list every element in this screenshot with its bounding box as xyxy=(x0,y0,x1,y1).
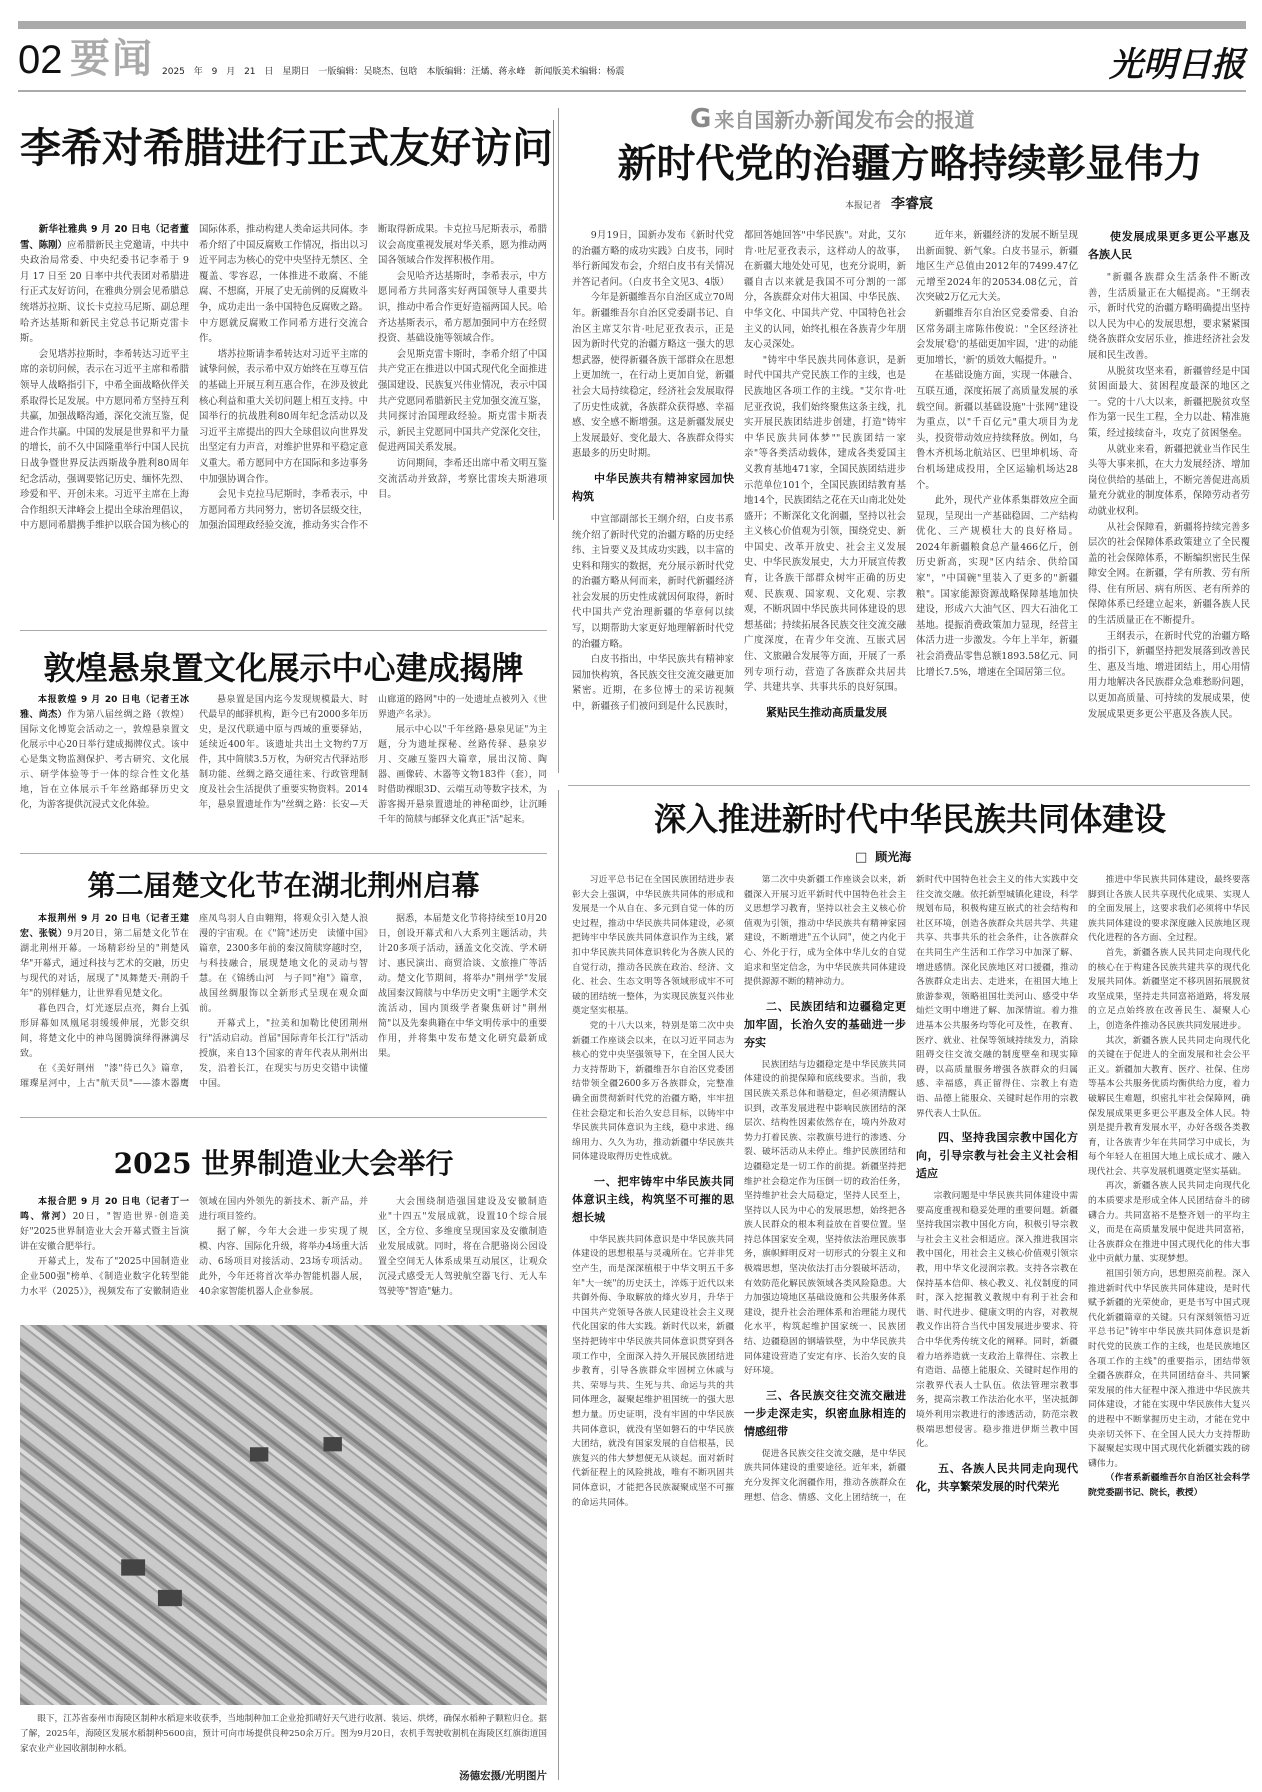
paragraph: 会见斯克雷卡斯时，李希介绍了中国共产党正在推进以中国式现代化全面推进强国建设、民族复兴伟业情况，表示中国共产党愿同希腊新民主党加强交流互鉴，共同探讨治国理政经验。斯克雷卡斯表示，新民主党愿同中国共产党深化交往，促进两国关系发展。 xyxy=(378,348,547,454)
paragraph: 其次，新疆各族人民共同走向现代化的关键在于促进人的全面发展和社会公平正义。新疆加大教育、医疗、社保、住房等基本公共服务优质均衡供给力度，着力破解民生难题，织密扎牢社会保障网，确保发展成果更多更公平惠及全体人民。特别是提升教育发展水平，办好各级各类教育，让各族青少年在共同学习中成长，为每个年轻人在祖国大地上成长成才、融入现代社会、共享发展机遇奠定坚实基础。 xyxy=(1088,1035,1250,1177)
byline: □ 顾光海 xyxy=(855,850,912,865)
header-bar xyxy=(18,21,1246,29)
paragraph: 会见塔苏拉斯时，李希转达习近平主席的亲切问候，表示在习近平主席和希腊领导人战略指引下，中希全面战略伙伴关系取得长足发展。中方愿同希方坚持互利共赢，加强战略沟通，深化交流互鉴，促进合作共赢。中国的发展是世界和平力量的增长，前不久中国隆重举行中国人民抗日战争暨世界反法西斯战争胜利80周年纪念活动，强调要铭记历史、缅怀先烈、珍爱和平、开创未来。习近平主席在上海合作组织天津峰会上提出全球治理倡议，中方愿同希腊携手维护以联合国为核心的国际体系，推动构建人类命运共同体。李希介绍了中国反腐败工作情况，指出以习近平同志为核心的党中央坚持无禁区、全覆盖、零容忍，一体推进不敢腐、不能腐、不想腐，开展了史无前例的反腐败斗争，成功走出一条中国特色反腐败之路。中方愿就反腐败工作同希方进行交流合作。 xyxy=(20,224,368,532)
kicker-logo-icon: G xyxy=(690,104,712,134)
paragraph: 祖国引领方向，思想照亮前程。深入推进新时代中华民族共同体建设，是时代赋予新疆的光荣使命，更是书写中国式现代化新疆篇章的关键。只有深刻领悟习近平总书记"铸牢中华民族共同体意识是新时代党的民族工作的主线，也是民族地区各项工作的主线"的重要指示，团结带领全疆各族群众，在共同团结奋斗、共同繁荣发展的伟大征程中深入推进中华民族共同体建设，才能在实现中华民族伟大复兴的进程中不断掌握历史主动，才能在党中央亲切关怀下、在全国人民大力支持帮助下凝聚起实现中国式现代化新疆实践的磅礴伟力。 xyxy=(1088,1269,1250,1469)
paragraph: 开幕式上，发布了"2025中国制造业企业500强"榜单、《制造业数字化转型能力水平（2025）》，视频发布了安徽制造业领域在国内外领先的新技术、新产品，并进行项目签约。 xyxy=(20,1197,368,1297)
paragraph: 宗教问题是中华民族共同体建设中需要高度重视和稳妥处理的重要问题。新疆坚持我国宗教中国化方向，积极引导宗教与社会主义社会相适应。深入推进我国宗教中国化，用社会主义核心价值观引领宗教，用中华文化浸润宗教。支持各宗教在保持基本信仰、核心教义、礼仪制度的同时，深入挖掘教义教规中有利于社会和谐、时代进步、健康文明的内容，对教规教义作出符合当代中国发展进步要求、符合中华优秀传统文化的阐释。同时，新疆着力培养造就一支政治上靠得住、宗教上有造诣、品德上能服众、关键时起作用的宗教界代表人士队伍。依法管理宗教事务，提高宗教工作法治化水平，坚决抵御境外利用宗教进行的渗透活动，防范宗教极端思想侵害。稳步推进伊斯兰教中国化。 xyxy=(916,1191,1078,1450)
paragraph: 新疆维吾尔自治区党委常委、自治区常务副主席陈伟俊说："全区经济社会发展'稳'的基础更加牢固，'进'的动能更加增长，'新'的质效大幅提升。" xyxy=(916,307,1078,366)
paragraph: 中华民族共同体意识是中华民族共同体建设的思想根基与灵魂所在。它并非凭空产生，而是深深植根于中华文明五千多年"大一统"的历史沃土，淬炼于近代以来共御外侮、争取解放的烽火岁月，升华于中国共产党领导各族人民建设社会主义现代化国家的伟大实践。新时代以来，新疆坚持把铸牢中华民族共同体意识贯穿到各项工作中，全面深入持久开展民族团结进步教育，引导各族群众牢固树立休戚与共、荣辱与共、生死与共、命运与共的共同体理念，凝聚起维护祖国统一的强大思想力量。历史证明，没有牢固的中华民族共同体意识，就没有坚如磐石的中华民族大团结，就没有国家发展的自信根基，民族复兴的伟大梦想便无从谈起。面对新时代新征程上的风险挑战，唯有不断巩固共同体意识，才能把各民族凝聚成坚不可摧的命运共同体。 xyxy=(572,1234,734,1508)
paragraph: 会见卡克拉马尼斯时，李希表示，中方愿同希方共同努力，密切各层级交往，加强治国理政经验交流，推动务实合作不断取得新成果。卡克拉马尼斯表示，希腊议会高度重视发展对华关系，愿为推动两国各领域合作发挥积极作用。 xyxy=(199,224,547,532)
paragraph: 从脱贫攻坚来看，新疆曾经是中国贫困面最大、贫困程度最深的地区之一。党的十八大以来，新疆把脱贫攻坚作为第一民生工程，全力以赴、精准施策，经过接续奋斗，攻克了贫困堡垒。 xyxy=(1088,365,1250,439)
dateline: 新华社雅典 9 月 20 日电（记者董雪、陈刚） xyxy=(20,224,189,251)
paragraph: 促进各民族交往交流交融，是中华民族共同体建设的重要途径。近年来，新疆充分发挥文化润疆作用，推动各族群众在理想、信念、情感、文化上团结统一，在新时代中国特色社会主义的伟大实践中交往交流交融。依托新型城镇化建设，科学规划布局，积极构建互嵌式的社会结构和社区环境，创造各族群众共居共学、共建共享、共事共乐的社会条件，让各族群众在共同生产生活和工作学习中加深了解、增进感情。深化民族地区对口援疆，推动各族群众走出去、走进来，在祖国大地上旅游参观，领略祖国壮美河山、感受中华灿烂文明中增进了解、加深情谊。着力推进基本公共服务均等化可及性，在教育、医疗、就业、社保等领域持续发力，消除阻碍交往交流交融的制度壁垒和现实障碍，以高质量服务增强各族群众的归属感、幸福感，真正留得住、宗教上有造诣、品德上能服众、关键时起作用的宗教界代表人士队伍。 xyxy=(744,875,1078,1503)
paragraph: 今年是新疆维吾尔自治区成立70周年。新疆维吾尔自治区党委副书记、自治区主席艾尔肯·吐尼亚孜表示，正是因为新时代党的治疆方略这一强大的思想武器，使得新疆各族干部群众在思想上更加统一，在行动上更加自觉，新疆社会大局持续稳定，经济社会发展取得了历史性成就，各族群众获得感、幸福感、安全感不断增强。这是新疆发展史上发展最好、变化最大、各族群众得实惠最多的历史时期。 xyxy=(572,292,734,460)
article-lixi-body: 新华社雅典 9 月 20 日电（记者董雪、陈刚）应希腊新民主党邀请，中共中央政治局常委、中央纪委书记李希于 9 月 17 日至 20 日率中共代表团对希腊进行正式友好访问，在雅典分别会见希腊总统塔苏拉斯、议长卡克拉马尼斯、副总理哈齐达基斯和新民主党总书记斯克雷卡斯。 会见塔苏拉斯时，李希转达习近平主席的亲切问候，表示在习近平主席和希腊领导人战略指引下，中希全面战略伙伴关系取得长足发展。中方愿同希方坚持互利共赢，加强战略沟通，深化交流互鉴，促进合作共赢。中国的发展是世界和平力量的增长，前不久中国隆重举行中国人民抗日战争暨世界反法西斯战争胜利80周年纪念活动，强调要铭记历史、缅怀先烈、珍爱和平、开创未来。习近平主席在上海合作组织天津峰会上提出全球治理倡议，中方愿同希腊携手维护以联合国为核心的国际体系，推动构建人类命运共同体。李希介绍了中国反腐败工作情况，指出以习近平同志为核心的党中央坚持无禁区、全覆盖、零容忍，一体推进不敢腐、不能腐、不想腐，开展了史无前例的反腐败斗争，成功走出一条中国特色反腐败之路。中方愿就反腐败工作同希方进行交流合作。 塔苏拉斯请李希转达对习近平主席的诚挚问候，表示希中双方始终在互尊互信的基础上开展互利互惠合作，在涉及彼此核心利益和重大关切问题上相互支持。中国举行的抗战胜利80周年纪念活动以及习近平主席提出的四大全球倡议向世界发出坚定有力声音，对维护世界和平稳定意义重大。希方愿同中方在国际和多边事务中加强协调合作。 会见卡克拉马尼斯时，李希表示，中方愿同希方共同努力，密切各层级交往，加强治国理政经验交流，推动务实合作不断取得新成果。卡克拉马尼斯表示，希腊议会高度重视发展对华关系，愿为推动两国各领域合作发挥积极作用。 会见哈齐达基斯时，李希表示，中方愿同希方共同落实好两国领导人重要共识，推动中希合作更好造福两国人民。哈齐达基斯表示，希方愿加强同中方在经贸投资、基础设施等领域合作。 会见斯克雷卡斯时，李希介绍了中国共产党正在推进以中国式现代化全面推进强国建设、民族复兴伟业情况，表示中国共产党愿同希腊新民主党加强交流互鉴，共同探讨治国理政经验。斯克雷卡斯表示，新民主党愿同中国共产党深化交往，促进两国关系发展。 访问期间，李希还出席中希文明互鉴交流活动并致辞，考察比雷埃夫斯港项目。 xyxy=(20,222,547,620)
article-community-body xyxy=(572,873,1250,1778)
headline-community: 深入推进新时代中华民族共同体建设 xyxy=(653,800,1166,838)
masthead-text: 光明日报 xyxy=(1109,45,1245,85)
paragraph: 民族团结与边疆稳定是中华民族共同体建设的前提保障和底线要求。当前，我国民族关系总体和谐稳定，但必须清醒认识到，改革发展进程中影响民族团结的深层次、结构性因素依然存在，境内外敌对势力打着民族、宗教旗号进行的渗透、分裂、破坏活动从未停止。维护民族团结和边疆稳定是一切工作的前提。新疆坚持把维护社会稳定作为压倒一切的政治任务，坚持维护社会大局稳定，坚持人民至上，坚持以人民为中心的发展思想，始终把各族人民群众的根本利益放在首要位置。坚持总体国家安全观，坚持依法治理民族事务，旗帜鲜明反对一切形式的分裂主义和极端思想，坚决依法打击分裂破坏活动，有效防范化解民族领域各类风险隐患。大力加强边境地区基础设施和公共服务体系建设，提升社会治理体系和治理能力现代化水平，构筑起维护国家统一、民族团结、边疆稳固的钢墙铁壁，为中华民族共同体建设营造了安定有序、长治久安的良好环境。 xyxy=(744,1059,906,1377)
paragraph: 大会围绕制造强国建设及安徽制造业"十四五"发展成就，设置10个综合展区，全方位、多维度呈现国家及安徽制造业发展成就。同时，将在合肥骆岗公园设置全空间无人体系成果互动展区，让观众沉浸式感受无人驾驶航空器飞行、无人车驾驶等"智造"魅力。 xyxy=(378,1197,547,1297)
photo-credit: 汤德宏摄/光明图片 xyxy=(459,1770,547,1782)
paragraph: 9月19日，国新办发布《新时代党的治疆方略的成功实践》白皮书，同时举行新闻发布会，介绍白皮书有关情况并答记者问。（白皮书全文见3、4版） xyxy=(572,230,734,288)
dateline: 本报合肥 9 月 20 日电（记者丁一鸣、常河） xyxy=(20,1197,189,1222)
paragraph: 党的十八大以来，特别是第二次中央新疆工作座谈会以来，在以习近平同志为核心的党中央坚强领导下，在全国人民大力支持帮助下，新疆维吾尔自治区党委团结带领全疆2600多万各族群众，完整准确全面贯彻新时代党的治疆方略，牢牢扭住社会稳定和长治久安总目标，以铸牢中华民族共同体意识为主线，稳中求进、绵绵用力、久久为功，推动新疆中华民族共同体建设取得历史性成就。 xyxy=(572,1020,734,1163)
page-number: 02 xyxy=(18,38,63,82)
dateline: 本报敦煌 9 月 20 日电（记者王冰雅、尚杰） xyxy=(20,695,189,720)
paragraph: 访问期间，李希还出席中希文明互鉴交流活动并致辞，考察比雷埃夫斯港项目。 xyxy=(378,457,547,501)
subheading: 二、民族团结和边疆稳定更加牢固，长治久安的基础进一步夯实 xyxy=(744,999,906,1049)
vertical-rule xyxy=(558,108,559,773)
subheading: 四、坚持我国宗教中国化方向，引导宗教与社会主义社会相适应 xyxy=(916,1131,1078,1181)
paragraph: 第二次中央新疆工作座谈会以来，新疆深入开展习近平新时代中国特色社会主义思想学习教育，坚持以社会主义核心价值观为引领，推动中华民族共有精神家园建设，不断增进"五个认同"，使之内化于心、外化于行，成为全体中华儿女的自觉追求和坚定信念，为中华民族共同体建设提供源源不断的精神动力。 xyxy=(744,875,906,988)
vertical-rule xyxy=(558,790,559,1780)
paragraph: "铸牢中华民族共同体意识，是新时代中国共产党民族工作的主线，也是民族地区各项工作的主线。"艾尔肯·吐尼亚孜说，我们始终聚焦这条主线，扎实开展民族团结进步创建，打造"铸牢中华民族共同体梦""民族团结一家亲"等各类活动载体，建成各类爱国主义教育基地471家，全国民族团结进步示范单位101个，全国民族团结教育基地14个，民族团结之花在天山南北处处盛开；不断深化文化润疆，坚持以社会主义核心价值观为引领，围绕党史、新中国史、改革开放史、社会主义发展史、中华民族发展史，大力开展宣传教育，让各族干部群众树牢正确的历史观、民族观、国家观、文化观、宗教观，不断巩固中华民族共同体建设的思想基础；持续拓展各民族交往交流交融广度深度，在青少年交流、互嵌式居住、文旅融合发展等方面，开展了一系列专项行动，营造了各族群众共居共学、共建共享、共事共乐的良好氛围。 xyxy=(744,354,906,694)
harvest-photo xyxy=(20,1325,547,1705)
dateline: 本报荆州 9 月 20 日电（记者王建宏、张锐） xyxy=(20,914,189,939)
paragraph: 中宣部副部长王纲介绍，白皮书系统介绍了新时代党的治疆方略的历史经纬、主旨要义及其成功实践，以丰富的史料和翔实的数据，充分展示新时代党的治疆方略从何而来，新时代新疆经济社会发展的历史性成就因何取得，新时代中国共产党治理新疆的华章何以续写，以期帮助大家更好地理解新时代党的治疆方略。 xyxy=(572,513,734,650)
author-note: （作者系新疆维吾尔自治区社会科学院党委副书记、院长，教授） xyxy=(1088,1473,1250,1498)
article-xinjiang-body xyxy=(572,228,1250,773)
paragraph: "新疆各族群众生活条件不断改善，生活质量正在大幅提高。"王纲表示，新时代党的治疆方略明确提出坚持以人民为中心的发展思想，要求紧紧围绕各族群众安居乐业，推进经济社会发展和民生改善。 xyxy=(1088,272,1250,361)
paragraph: 首先，新疆各族人民共同走向现代化的核心在于构建各民族共建共享的现代化发展共同体。新疆坚定不移巩固拓展脱贫攻坚成果，坚持走共同富裕道路，将发展的立足点始终放在改善民生、凝聚人心上，创造条件推动各民族共同发展进步。 xyxy=(1088,947,1250,1031)
column-divider xyxy=(553,120,554,520)
paragraph: 从社会保障看，新疆将持续完善多层次的社会保障体系政策建立了全民覆盖的社会保障体系，不断编织密民生保障安全网。在新疆，学有所教、劳有所得、住有所居、病有所医、老有所养的保障体系已经建立起来，新疆各族人民的生活质量正在不断提升。 xyxy=(1088,521,1250,627)
article-rule xyxy=(20,1117,547,1118)
article-rule xyxy=(20,630,547,631)
paragraph: 从就业来看，新疆把就业当作民生头等大事来抓，在大力发展经济、增加岗位供给的基础上，不断完善促进高质量充分就业的制度体系，保障劳动者劳动就业权利。 xyxy=(1088,443,1250,517)
paragraph: 在《美好荆州 "漆"待已久》篇章，璀璨星河中，上古"航天员"——漆木器鹰座凤鸟羽人自由翱翔，将观众引入楚人浪漫的宇宙观。在《"简"述历史 读懂中国》篇章，2300多年前的秦汉简牍穿越时空，与科技融合，展现楚地文化的灵动与智慧。在《锦绣山河 与子同"袍"》篇章，战国丝绸服饰以全新形式呈现在观众面前。 xyxy=(20,914,368,1089)
headline-chu: 第二届楚文化节在湖北荆州启幕 xyxy=(87,869,480,902)
date-editor-line: 2025 年 9 月 21 日 星期日 一版编辑：吴晓杰、包晗 本版编辑：汪燏、蒋永峰 新闻版美术编辑：杨震 xyxy=(162,67,625,77)
headline-lixi: 李希对希腊进行正式友好访问 xyxy=(20,124,553,172)
paragraph: 展示中心以"千年丝路·悬泉见证"为主题，分为遗址探秘、丝路传驿、悬泉岁月、交融互鉴四大篇章，展出汉简、陶器、画像砖、木器等文物183件（套），同时借助裸眼3D、云端互动等数字技术，为游客揭开悬泉置遗址的神秘面纱，让沉睡千年的简牍与邮驿文化真正"活"起来。 xyxy=(378,725,547,825)
headline-xinjiang: 新时代党的治疆方略持续彰显伟力 xyxy=(617,141,1203,187)
masthead-logo xyxy=(1040,38,1250,86)
article-dunhuang-body: 本报敦煌 9 月 20 日电（记者王冰雅、尚杰）作为第八届丝绸之路（敦煌）国际文化博览会活动之一，敦煌悬泉置文化展示中心20日举行建成揭牌仪式。该中心是集文物监测保护、考古研究、文化展示、研学体验等于一体的综合性文化基地，旨在立体展示千年丝路邮驿历史文化，为游客提供沉浸式文化体验。 悬泉置是国内迄今发现规模最大、时代最早的邮驿机构，距今已有2000多年历史，是汉代联通中原与西域的重要驿站，延续近400年。该遗址共出土文物约7万件，其中简牍3.5万枚，为研究古代驿站形制功能、丝绸之路交通往来、行政管理制度及社会生活提供了重要实物资料。2014年，悬泉置遗址作为"丝绸之路：长安—天山廊道的路网"中的一处遗址点被列入《世界遗产名录》。 展示中心以"千年丝路·悬泉见证"为主题，分为遗址探秘、丝路传驿、悬泉岁月、交融互鉴四大篇章，展出汉简、陶器、画像砖、木器等文物183件（套），同时借助裸眼3D、云端互动等数字技术，为游客揭开悬泉置遗址的神秘面纱，让沉睡千年的简牍与邮驿文化真正"活"起来。 xyxy=(20,693,547,833)
paragraph: 悬泉置是国内迄今发现规模最大、时代最早的邮驿机构，距今已有2000多年历史，是汉代联通中原与西域的重要驿站，延续近400年。该遗址共出土文物约7万件，其中简牍3.5万枚，为研究古代驿站形制功能、丝绸之路交通往来、行政管理制度及社会生活提供了重要实物资料。2014年，悬泉置遗址作为"丝绸之路：长安—天山廊道的路网"中的一处遗址点被列入《世界遗产名录》。 xyxy=(199,695,547,810)
paragraph: 据悉，本届楚文化节将持续至10月20日，创设开幕式和八大系列主题活动，共计20多项子活动，涵盖文化交流、学术研讨、惠民演出、商贸洽谈、文旅推广等活动。楚文化节期间，将举办"荆州学"发展战国秦汉简牍与中华历史文明"主题学术交流活动，国内顶级学者聚焦研讨"荆州简"以及先秦典籍在中华文明传承中的重要作用，并将集中发布楚文化研究最新成果。 xyxy=(378,914,547,1059)
paragraph: 习近平总书记在全国民族团结进步表彰大会上强调，中华民族共同体的形成和发展是一个从自在、多元到自觉一体的历史过程，推动中华民族共同体建设，必须把铸牢中华民族共同体意识作为主线，紧扣中华民族共同体意识转化为各族人民的自觉行动，推动各民族在政治、经济、文化、社会、生态文明等各领域形成牢不可破的团结统一整体，为实现民族复兴伟业奠定坚实根基。 xyxy=(572,875,734,1017)
author-mark-icon: □ xyxy=(855,850,868,865)
header-rule xyxy=(18,90,1246,92)
kicker: G 来自国新办新闻发布会的报道 xyxy=(690,104,975,134)
paragraph: 近年来，新疆经济的发展不断呈现出新面貌、新气象。白皮书显示，新疆地区生产总值由2012年的7499.47亿元增至2024年的20534.08亿元，首次突破2万亿元大关。 xyxy=(916,230,1078,304)
subheading: 五、各族人民共同走向现代化，共享繁荣发展的时代荣光 xyxy=(916,1461,1078,1493)
article-chu-body: 本报荆州 9 月 20 日电（记者王建宏、张锐）9月20日，第二届楚文化节在湖北荆州开幕。一场精彩纷呈的"荆楚风华"开幕式，通过科技与艺术的交融，历史与现代的对话，展现了"凤舞楚天·荆韵千年"的别样魅力，让世界看见楚文化。 暮色四合，灯光逐层点亮，舞台上弧形屏幕如凤凰尾羽缓缓伸展，光影交织间，将楚文化中的神鸟图腾演绎得淋漓尽致。 在《美好荆州 "漆"待已久》篇章，璀璨星河中，上古"航天员"——漆木器鹰座凤鸟羽人自由翱翔，将观众引入楚人浪漫的宇宙观。在《"简"述历史 读懂中国》篇章，2300多年前的秦汉简牍穿越时空，与科技融合，展现楚地文化的灵动与智慧。在《锦绣山河 与子同"袍"》篇章，战国丝绸服饰以全新形式呈现在观众面前。 开幕式上，"拉美和加勒比使团荆州行"活动启动。首届"国际青年长江行"活动授旗，来自13个国家的青年代表从荆州出发，沿着长江，在现实与历史交错中读懂中国。 据悉，本届楚文化节将持续至10月20日，创设开幕式和八大系列主题活动，共计20多项子活动，涵盖文化交流、学术研讨、惠民演出、商贸洽谈、文旅推广等活动。楚文化节期间，将举办"荆州学"发展战国秦汉简牍与中华历史文明"主题学术交流活动，国内顶级学者聚焦研讨"荆州简"以及先秦典籍在中华文明传承中的重要作用，并将集中发布楚文化研究最新成果。 xyxy=(20,912,547,1102)
paragraph: 王纲表示，在新时代党的治疆方略的指引下，新疆坚持把发展落到改善民生、惠及当地、增进团结上，用心用情用力地解决各民族群众急难愁盼问题，以更加高质量、可持续的发展成果，使发展成果更多更公平惠及各族人民。 xyxy=(1088,630,1250,720)
paragraph: 暮色四合，灯光逐层点亮，舞台上弧形屏幕如凤凰尾羽缓缓伸展，光影交织间，将楚文化中的神鸟图腾演绎得淋漓尽致。 xyxy=(20,1004,189,1059)
paragraph: 再次，新疆各族人民共同走向现代化的本质要求是形成全体人民团结奋斗的磅礴合力。共同富裕不是整齐划一的平均主义，而是在高质量发展中促进共同富裕，让各族群众在推进中国式现代化的伟大事业中贡献力量、实现梦想。 xyxy=(1088,1181,1250,1265)
paragraph: 在基础设施方面，实现一体融合、互联互通，深度拓展了高质量发展的承载空间。新疆以基础设施"十张网"建设为重点，以"千百亿元"重大项目为龙头，投资带动效应持续释放。例如，乌鲁木齐机场北航站区、巴里坤机场、奇台机场建成投用，全区运输机场达28个。 xyxy=(916,370,1078,491)
subheading: 使发展成果更多更公平惠及各族人民 xyxy=(1088,230,1250,261)
paragraph: 此外，现代产业体系集群效应全面显现，呈现出一产基础稳固、二产结构优化、三产规模壮大的良好格局。2024年新疆粮食总产量466亿斤，创历史新高，实现"区内结余、供给国家"，"中国碗"里装入了更多的"新疆粮"。国家能源资源战略保障基地加快建设，形成六大油气区、四大石油化工基地。提振消费政策加力显现，经营主体活力进一步激发。今年上半年，新疆社会消费品零售总额1893.58亿元、同比增长7.5%，增速在全国居第三位。 xyxy=(916,495,1078,678)
subheading: 一、把牢铸牢中华民族共同体意识主线，构筑坚不可摧的思想长城 xyxy=(572,1174,734,1224)
article-rule xyxy=(20,853,547,854)
article-manufacturing-body: 本报合肥 9 月 20 日电（记者丁一鸣、常河）20日，"智造世界·创造美好"2025世界制造业大会开幕式暨主旨演讲在安徽合肥举行。 开幕式上，发布了"2025中国制造业企业500强"榜单、《制造业数字化转型能力水平（2025）》，视频发布了安徽制造业领域在国内外领先的新技术、新产品，并进行项目签约。 据了解，今年大会进一步实现了规模、内容、国际化升级，将举办4场重大活动、6场项目对接活动、23场专项活动。此外，今年还将首次举办智能机器人展，40余家智能机器人企业参展。 大会围绕制造强国建设及安徽制造业"十四五"发展成就，设置10个综合展区，全方位、多维度呈现国家及安徽制造业发展成就。同时，将在合肥骆岗公园设置全空间无人体系成果互动展区，让观众沉浸式感受无人驾驶航空器飞行、无人车驾驶等"智造"魅力。 xyxy=(20,1195,547,1315)
subheading: 三、各民族交往交流交融进一步走深走实，织密血脉相连的情感纽带 xyxy=(744,1388,906,1438)
paragraph: 据了解，今年大会进一步实现了规模、内容、国际化升级，将举办4场重大活动、6场项目对接活动、23场专项活动。此外，今年还将首次举办智能机器人展，40余家智能机器人企业参展。 xyxy=(199,1227,368,1297)
paragraph: 会见哈齐达基斯时，李希表示，中方愿同希方共同落实好两国领导人重要共识，推动中希合作更好造福两国人民。哈齐达基斯表示，希方愿加强同中方在经贸投资、基础设施等领域合作。 xyxy=(378,270,547,345)
headline-dunhuang: 敦煌悬泉置文化展示中心建成揭牌 xyxy=(43,649,524,687)
headline-manufacturing: 2025 世界制造业大会举行 xyxy=(113,1147,454,1180)
subheading: 紧贴民生推动高质量发展 xyxy=(766,705,887,719)
paragraph: 开幕式上，"拉美和加勒比使团荆州行"活动启动。首届"国际青年长江行"活动授旗，来自13个国家的青年代表从荆州出发，沿着长江，在现实与历史交错中读懂中国。 xyxy=(199,1019,368,1089)
article-rule xyxy=(568,785,1250,786)
photo-caption: 眼下，江苏省泰州市海陵区制种水稻迎来收获季，当地制种加工企业抢抓晴好天气进行收割、装运、烘烤，确保水稻种子颗粒归仓。据了解，2025年，海陵区发展水稻制种5600亩，预计可向市场提供良种250余万斤。图为9月20日，农机手驾驶收割机在海陵区红旗街道国家农业产业园收割制种水稻。 xyxy=(20,1714,547,1754)
subheading: 中华民族共有精神家园加快构筑 xyxy=(572,471,734,503)
paragraph: 推进中华民族共同体建设，最终要落脚到让各族人民共享现代化成果、实现人的全面发展上，这要求我们必须将中华民族共同体建设的要求深度融入民族地区现代化进程的各方面、全过程。 xyxy=(1088,875,1250,944)
paragraph: 白皮书指出，中华民族共有精神家园加快构筑，各民族交往交流交融更加紧密。近期，在多位博士的采访视频中，新疆孩子们被问到是什么民族时，都回答她回答"中华民族"。对此，艾尔肯·吐尼亚孜表示，这样动人的故事，在新疆大地处处可见，也充分说明，新疆自古以来就是我国不可分割的一部分，各族群众对伟大祖国、中华民族、中华文化、中国共产党、中国特色社会主义的认同，始终扎根在各族青少年朋友心灵深处。 xyxy=(572,230,906,713)
paragraph: 塔苏拉斯请李希转达对习近平主席的诚挚问候，表示希中双方始终在互尊互信的基础上开展互利互惠合作，在涉及彼此核心利益和重大关切问题上相互支持。中国举行的抗战胜利80周年纪念活动以及习近平主席提出的四大全球倡议向世界发出坚定有力声音，对维护世界和平稳定意义重大。希方愿同中方在国际和多边事务中加强协调合作。 xyxy=(199,348,368,485)
section-title: 要闻 xyxy=(70,35,154,82)
byline: 本报记者 李睿宸 xyxy=(845,196,934,212)
